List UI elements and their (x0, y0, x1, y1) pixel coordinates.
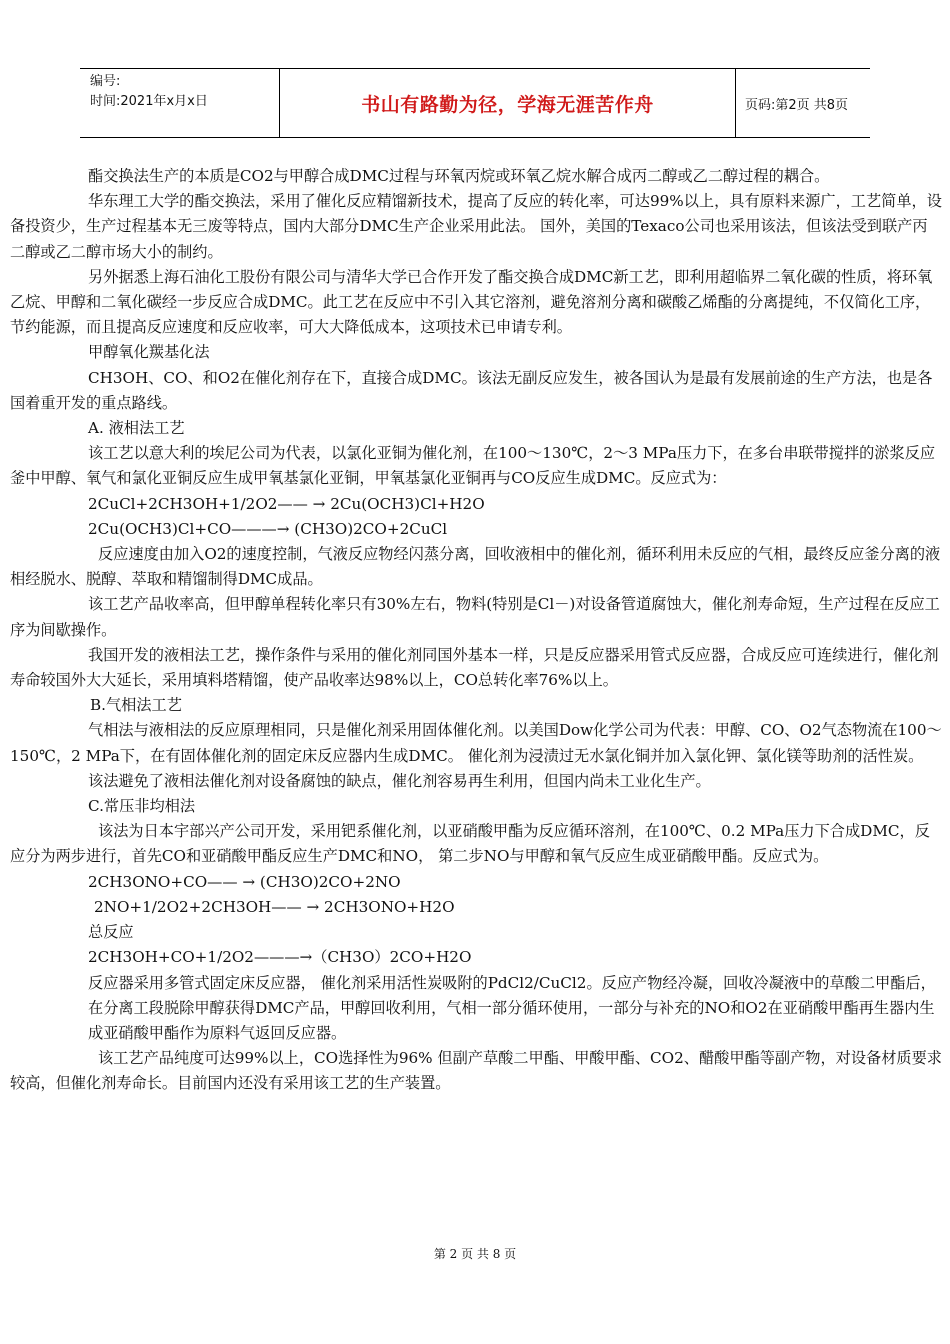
header-page-cell (735, 69, 870, 137)
doc-number-label: 编号: (90, 74, 121, 89)
paragraph: 该工艺以意大利的埃尼公司为代表，以氯化亚铜为催化剂，在100～130℃，2～3 MPa压力下，在多台串联带搅拌的淤浆反应釜中甲醇、氧气和氯化亚铜反应生成甲氧基氯化亚铜，甲氧基氯化亚铜再与CO反应生成DMC。反应式为： (10, 444, 936, 488)
paragraph: 反应器采用多管式固定床反应器， 催化剂采用活性炭吸附的PdCl2/CuCl2。反应产物经冷凝，回收冷凝液中的草酸二甲酯后，在分离工段脱除甲醇获得DMC产品，甲醇回收利用，气相一部分循环使用，一部分与补充的NO和O2在亚硝酸甲酯再生器内生成亚硝酸甲酯作为原料气返回反应器。 (88, 973, 936, 1042)
reaction-equation: 2CH3OH+CO+1/2O2———→（CH3O）2CO+H2O (88, 948, 472, 967)
subsection-heading: C.常压非均相法 (88, 797, 196, 816)
paragraph: 我国开发的液相法工艺，操作条件与采用的催化剂同国外基本一样，只是反应器采用管式反应器，合成反应可连续进行，催化剂寿命较国外大大延长，采用填料塔精馏，使产品收率达98%以上，CO总转化率76%以上。 (10, 645, 939, 690)
header-left-cell (80, 69, 280, 137)
paragraph: 该法为日本宇部兴产公司开发，采用钯系催化剂，以亚硝酸甲酯为反应循环溶剂，在100℃、0.2 MPa压力下合成DMC，反应分为两步进行，首先CO和亚硝酸甲酯反应生产DMC和NO， 第二步NO与甲醇和氧气反应生成亚硝酸甲酯。反应式为。 (10, 822, 930, 866)
subsection-heading: B.气相法工艺 (90, 696, 182, 715)
paragraph: 另外据悉上海石油化工股份有限公司与清华大学已合作开发了酯交换合成DMC新工艺，即利用超临界二氧化碳的性质，将环氧乙烷、甲醇和二氧化碳经一步反应合成DMC。此工艺在反应中不引入其它溶剂，避免溶剂分离和碳酸乙烯酯的分离提纯，不仅简化工序，节约能源，而且提高反应速度和反应收率，可大大降低成本，这项技术已申请专利。 (10, 267, 933, 337)
reaction-equation: 2CuCl+2CH3OH+1/2O2—— → 2Cu(OCH3)Cl+H2O (88, 494, 485, 513)
page-footer: 第 2 页 共 8 页 (433, 1247, 517, 1261)
document-body (10, 164, 942, 1097)
subsection-heading: A. 液相法工艺 (88, 419, 185, 438)
paragraph: 酯交换法生产的本质是CO2与甲醇合成DMC过程与环氧丙烷或环氧乙烷水解合成丙二醇或乙二醇过程的耦合。 (88, 167, 830, 185)
paragraph: 华东理工大学的酯交换法，采用了催化反应精馏新技术，提高了反应的转化率，可达99%以上，具有原料来源广，工艺简单，设备投资少，生产过程基本无三废等特点，国内大部分DMC生产企业采用此法。 国外，美国的Texaco公司也采用该法，但该法受到联产丙二醇或乙二醇市场大小的制约。 (10, 192, 942, 261)
paragraph: 该工艺产品纯度可达99%以上，CO选择性为96% 但副产草酸二甲酯、甲酸甲酯、CO2、醋酸甲酯等副产物，对设备材质要求较高，但催化剂寿命长。目前国内还没有采用该工艺的生产装置。 (10, 1049, 942, 1093)
page-header (80, 68, 870, 138)
paragraph: 气相法与液相法的反应原理相同，只是催化剂采用固体催化剂。以美国Dow化学公司为代表：甲醇、CO、O2气态物流在100～150℃，2 MPa下，在有固体催化剂的固定床反应器内生成DMC。 催化剂为浸渍过无水氯化铜并加入氯化钾、氯化镁等助剂的活性炭。 (10, 721, 942, 765)
paragraph: CH3OH、CO、和O2在催化剂存在下，直接合成DMC。该法无副反应发生，被各国认为是最有发展前途的生产方法，也是各国着重开发的重点路线。 (10, 368, 933, 412)
reaction-equation: 2Cu(OCH3)Cl+CO———→ (CH3O)2CO+2CuCl (88, 519, 448, 538)
page-info: 页码:第2页 共8页 (745, 97, 849, 113)
reaction-equation: 2NO+1/2O2+2CH3OH—— → 2CH3ONO+H2O (94, 897, 455, 916)
section-heading: 甲醇氧化羰基化法 (88, 343, 210, 362)
overall-reaction-label: 总反应 (88, 923, 134, 942)
paragraph: 反应速度由加入O2的速度控制，气液反应物经闪蒸分离，回收液相中的催化剂，循环利用未反应的气相，最终反应釜分离的液相经脱水、脱醇、萃取和精馏制得DMC成品。 (10, 545, 941, 589)
motto-text: 书山有路勤为径，学海无涯苦作舟 (361, 93, 654, 116)
paragraph: 该法避免了液相法催化剂对设备腐蚀的缺点，催化剂容易再生利用，但国内尚未工业化生产。 (88, 771, 711, 790)
time-label: 时间:2021年x月x日 (90, 94, 208, 109)
header-motto-cell (280, 69, 736, 137)
paragraph: 该工艺产品收率高，但甲醇单程转化率只有30%左右，物料(特别是Cl－)对设备管道腐蚀大，催化剂寿命短，生产过程在反应工序为间歇操作。 (10, 595, 940, 639)
reaction-equation: 2CH3ONO+CO—— → (CH3O)2CO+2NO (88, 872, 401, 891)
